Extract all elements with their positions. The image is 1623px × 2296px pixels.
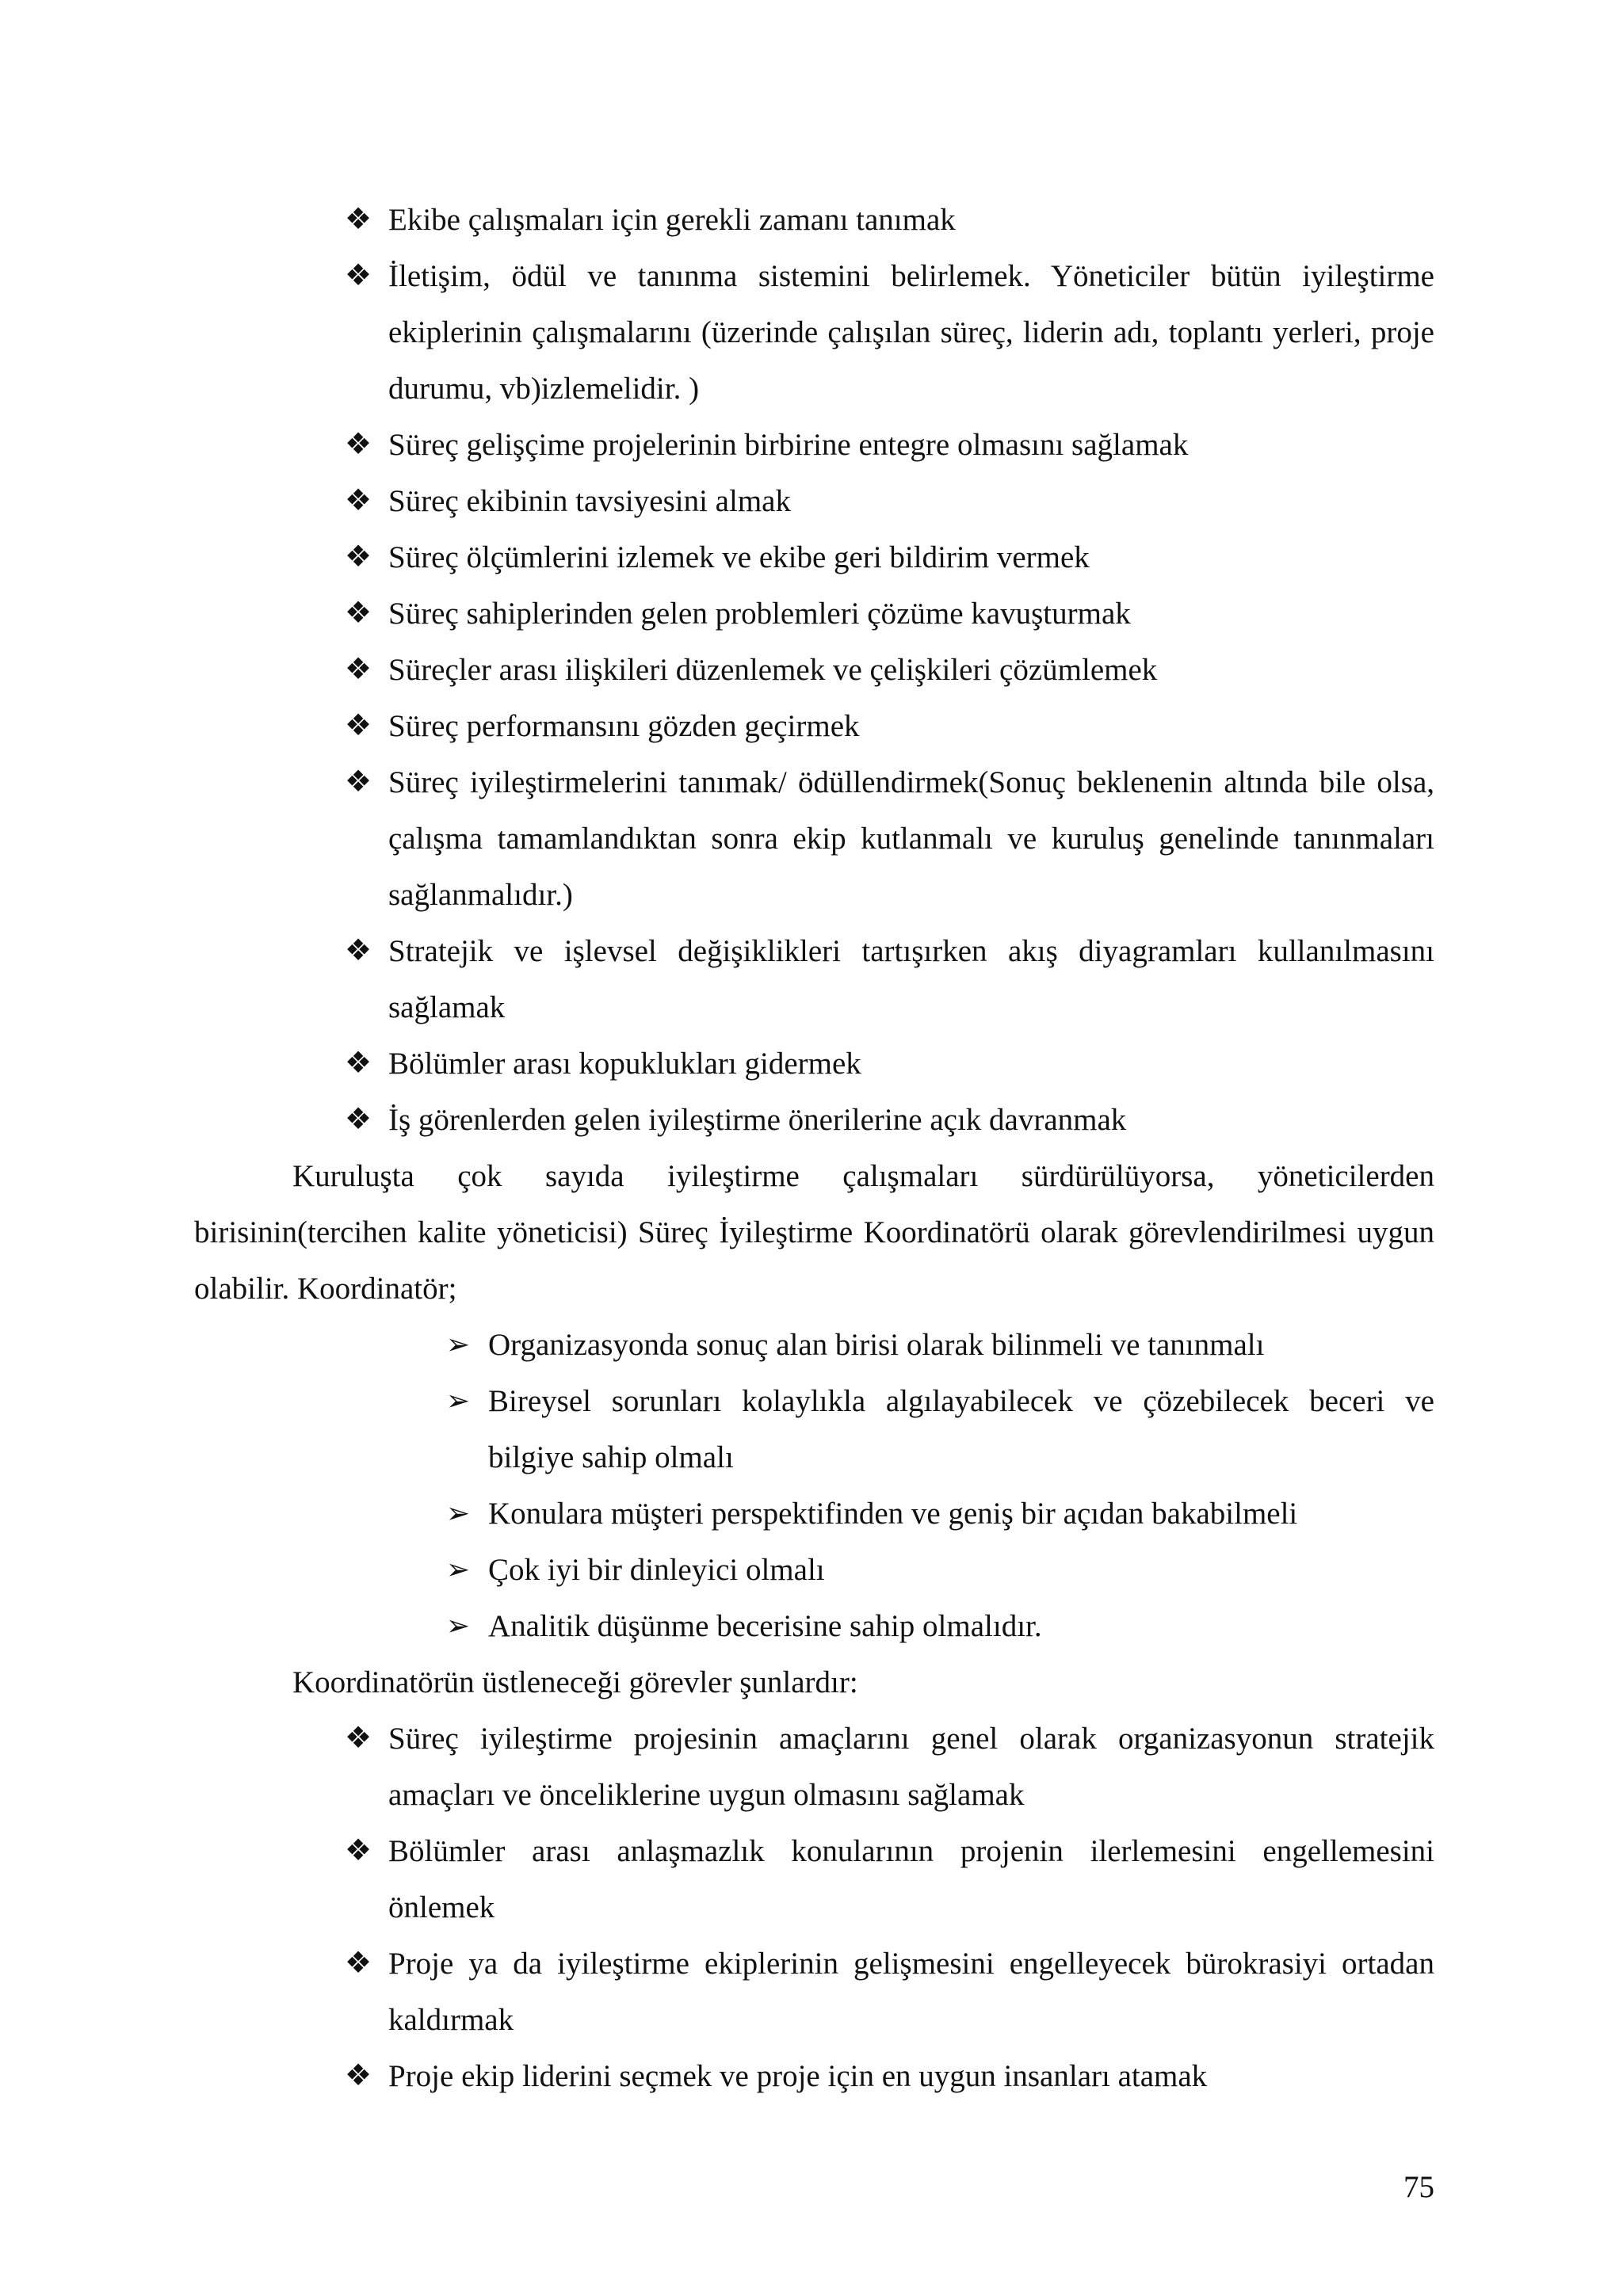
- diamond-bullet-icon: ❖: [344, 1947, 372, 1980]
- arrow-bullet-icon: ➢: [445, 1497, 471, 1529]
- list-item: ❖ Proje ekip liderini seçmek ve proje için en uygun insanları atamak: [388, 2048, 1434, 2104]
- diamond-bullet-icon: ❖: [344, 653, 372, 686]
- list-item: ❖ Süreç iyileştirme projesinin amaçlarını genel olarak organizasyonun stratejik amaçları ve önceliklerine uygun olmasını sağlamak: [388, 1711, 1434, 1823]
- list-item: ❖ Süreç ölçümlerini izlemek ve ekibe geri bildirim vermek: [388, 529, 1434, 585]
- list-item: ❖ Proje ya da iyileştirme ekiplerinin gelişmesini engelleyecek bürokrasiyi ortadan kaldırmak: [388, 1936, 1434, 2048]
- arrow-bullet-icon: ➢: [445, 1610, 471, 1642]
- arrow-list-coordinator-qualities: [445, 1317, 1434, 1654]
- diamond-bullet-icon: ❖: [344, 484, 372, 517]
- diamond-bullet-icon: ❖: [344, 1834, 372, 1867]
- diamond-bullet-icon: ❖: [344, 1047, 372, 1080]
- arrow-bullet-icon: ➢: [445, 1385, 471, 1417]
- diamond-bullet-icon: ❖: [344, 428, 372, 461]
- body-paragraph-coordinator: Kuruluşta çok sayıda iyileştirme çalışmaları sürdürülüyorsa, yöneticilerden birisinin(tercihen kalite yöneticisi) Süreç İyileştirme Koordinatörü olarak görevlendirilmesi uygun olabilir. Koordinatör;: [194, 1159, 1434, 1306]
- diamond-bullet-icon: ❖: [344, 934, 372, 967]
- list-item: ❖ Süreç sahiplerinden gelen problemleri çözüme kavuşturmak: [388, 585, 1434, 642]
- list-item: ➢ Konulara müşteri perspektifinden ve geniş bir açıdan bakabilmeli: [488, 1486, 1434, 1542]
- arrow-bullet-icon: ➢: [445, 1329, 471, 1360]
- list-item: ❖ Süreç performansını gözden geçirmek: [388, 698, 1434, 754]
- diamond-bullet-icon: ❖: [344, 540, 372, 574]
- list-item: ❖ Süreçler arası ilişkileri düzenlemek ve çelişkileri çözümlemek: [388, 642, 1434, 698]
- body-paragraph-duties: Koordinatörün üstleneceği görevler şunlardır:: [292, 1665, 858, 1699]
- list-item: ❖ Süreç ekibinin tavsiyesini almak: [388, 473, 1434, 529]
- diamond-bullet-icon: ❖: [344, 203, 372, 236]
- list-item: ➢ Çok iyi bir dinleyici olmalı: [488, 1542, 1434, 1598]
- bullet-list-coordinator-duties: [344, 1711, 1434, 2104]
- list-item: ❖ Süreç gelişçime projelerinin birbirine entegre olmasını sağlamak: [388, 417, 1434, 473]
- diamond-bullet-icon: ❖: [344, 2059, 372, 2092]
- diamond-bullet-icon: ❖: [344, 709, 372, 742]
- list-item: ➢ Analitik düşünme becerisine sahip olmalıdır.: [488, 1598, 1434, 1654]
- page-number: 75: [1403, 2170, 1434, 2204]
- list-item: ❖ Bölümler arası anlaşmazlık konularının projenin ilerlemesini engellemesini önlemek: [388, 1823, 1434, 1936]
- diamond-bullet-icon: ❖: [344, 597, 372, 630]
- list-item: ❖ Ekibe çalışmaları için gerekli zamanı tanımak: [388, 192, 1434, 248]
- list-item: ➢ Organizasyonda sonuç alan birisi olarak bilinmeli ve tanınmalı: [488, 1317, 1434, 1373]
- list-item: ➢ Bireysel sorunları kolaylıkla algılayabilecek ve çözebilecek beceri ve bilgiye sahip olmalı: [488, 1373, 1434, 1486]
- list-item: ❖ İletişim, ödül ve tanınma sistemini belirlemek. Yöneticiler bütün iyileştirme ekiplerinin çalışmalarını (üzerinde çalışılan süreç, liderin adı, toplantı yerleri, proje durumu, vb)izlemelidir. ): [388, 248, 1434, 417]
- list-item: ❖ Bölümler arası kopuklukları gidermek: [388, 1035, 1434, 1092]
- diamond-bullet-icon: ❖: [344, 259, 372, 292]
- arrow-bullet-icon: ➢: [445, 1554, 471, 1585]
- diamond-bullet-icon: ❖: [344, 765, 372, 799]
- list-item: ❖ Stratejik ve işlevsel değişiklikleri tartışırken akış diyagramları kullanılmasını sağlamak: [388, 923, 1434, 1035]
- list-item: ❖ Süreç iyileştirmelerini tanımak/ ödüllendirmek(Sonuç beklenenin altında bile olsa, çalışma tamamlandıktan sonra ekip kutlanmalı ve kuruluş genelinde tanınmaları sağlanmalıdır.): [388, 754, 1434, 923]
- bullet-list-responsibilities: [344, 192, 1434, 1148]
- list-item: ❖ İş görenlerden gelen iyileştirme önerilerine açık davranmak: [388, 1092, 1434, 1148]
- diamond-bullet-icon: ❖: [344, 1103, 372, 1136]
- diamond-bullet-icon: ❖: [344, 1722, 372, 1755]
